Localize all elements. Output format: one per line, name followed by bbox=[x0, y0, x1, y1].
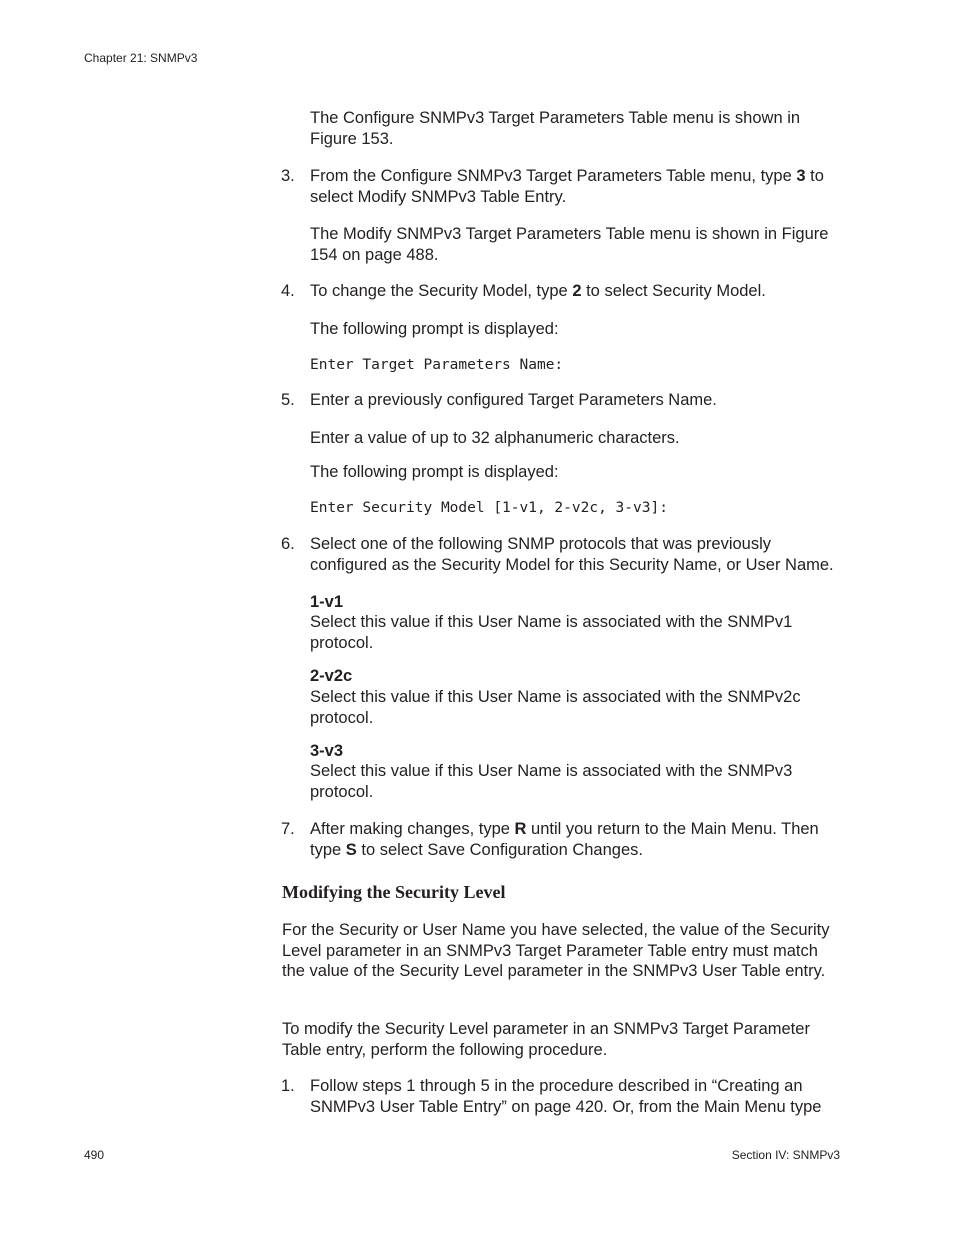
step-6-text: Select one of the following SNMP protocols that was previously configured as the Security Model for this Security Name, or User Name. bbox=[310, 535, 834, 574]
step-4-note: The following prompt is displayed: bbox=[310, 320, 559, 338]
key-2: 2 bbox=[572, 282, 582, 300]
option-term: 1-v1 bbox=[310, 593, 344, 611]
step-5-note-2: The following prompt is displayed: bbox=[310, 463, 559, 481]
option-description: Select this value if this User Name is associated with the SNMPv3 protocol. bbox=[310, 762, 793, 801]
option-term: 2-v2c bbox=[310, 667, 353, 685]
option-description: Select this value if this User Name is associated with the SNMPv1 protocol. bbox=[310, 613, 793, 652]
step-number: 5. bbox=[281, 391, 295, 409]
key-3: 3 bbox=[796, 167, 806, 185]
step-5-text: Enter a previously configured Target Parameters Name. bbox=[310, 391, 717, 409]
step-4-text: To change the Security Model, type 2 to select Security Model. bbox=[310, 282, 766, 300]
intro-paragraph: The Configure SNMPv3 Target Parameters Table menu is shown in Figure 153. bbox=[310, 109, 801, 148]
key-s: S bbox=[345, 840, 357, 859]
running-header: Chapter 21: SNMPv3 bbox=[84, 51, 198, 65]
prompt-security-model: Enter Security Model [1-v1, 2-v2c, 3-v3]: bbox=[310, 500, 668, 516]
section-heading: Modifying the Security Level bbox=[282, 882, 506, 902]
page-number: 490 bbox=[84, 1148, 105, 1162]
step-3-note: The Modify SNMPv3 Target Parameters Table menu is shown in Figure 154 on page 488. bbox=[310, 225, 829, 264]
prompt-target-parameters-name: Enter Target Parameters Name: bbox=[310, 357, 564, 373]
step-5-note-1: Enter a value of up to 32 alphanumeric characters. bbox=[310, 429, 680, 447]
step-number: 4. bbox=[281, 282, 295, 300]
section-paragraph-1: For the Security or User Name you have selected, the value of the Security Level parameter in an SNMPv3 Target Parameter Table entry must match the value of the Security Level parameter in the SNMPv3 User Table entry. bbox=[282, 921, 830, 980]
key-r: R bbox=[514, 820, 527, 838]
step-3-text: From the Configure SNMPv3 Target Parameters Table menu, type 3 to select Modify SNMPv3 Table Entry. bbox=[310, 167, 824, 206]
section-step-1-text: Follow steps 1 through 5 in the procedure described in “Creating an SNMPv3 User Table Entry” on page 420. Or, from the Main Menu type bbox=[310, 1077, 822, 1116]
step-number: 1. bbox=[281, 1077, 295, 1095]
section-paragraph-2: To modify the Security Level parameter in an SNMPv3 Target Parameter Table entry, perform the following procedure. bbox=[282, 1020, 810, 1059]
step-number: 7. bbox=[281, 820, 295, 838]
running-footer-section: Section IV: SNMPv3 bbox=[731, 1148, 840, 1162]
step-number: 3. bbox=[281, 167, 295, 185]
option-term: 3-v3 bbox=[310, 742, 344, 760]
step-number: 6. bbox=[281, 535, 295, 553]
option-description: Select this value if this User Name is associated with the SNMPv2c protocol. bbox=[310, 688, 801, 727]
step-7-text: After making changes, type R until you return to the Main Menu. Then type S to select Save Configuration Changes. bbox=[310, 820, 819, 859]
